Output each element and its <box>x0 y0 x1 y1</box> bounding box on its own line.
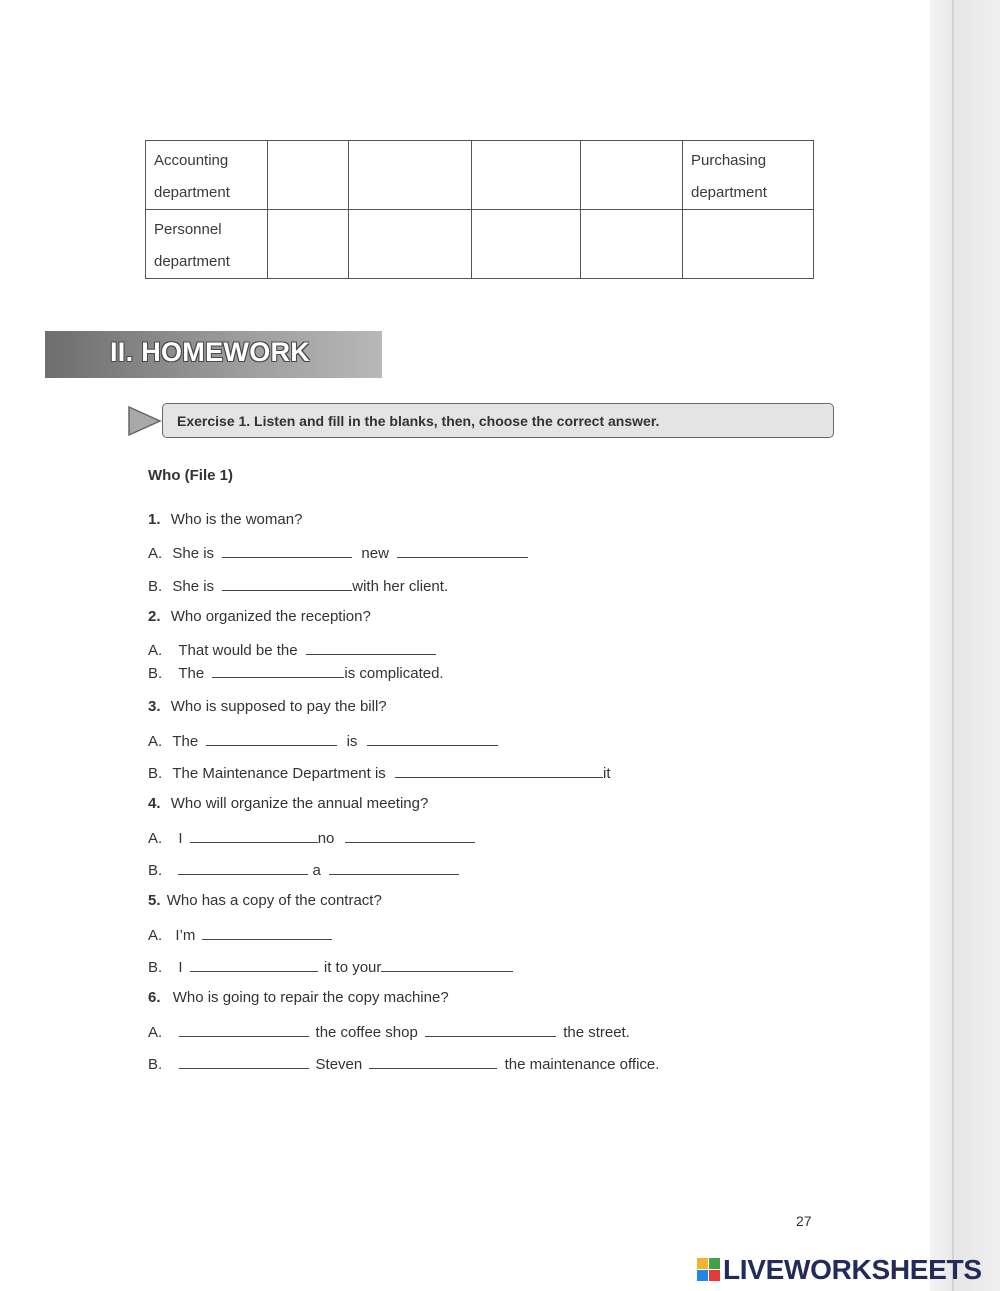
question-number: 2. <box>148 608 161 625</box>
question-3 <box>148 698 387 715</box>
blank[interactable] <box>222 576 352 591</box>
answer-label: B. <box>148 1056 163 1073</box>
answer-text: That would be the <box>178 642 298 659</box>
department-table <box>145 140 814 279</box>
question-5 <box>148 892 382 909</box>
table-cell[interactable] <box>683 210 814 279</box>
blank[interactable] <box>179 1022 309 1037</box>
answer-6a <box>148 1022 630 1041</box>
answer-2b <box>148 663 444 682</box>
question-number: 4. <box>148 795 161 812</box>
blank[interactable] <box>179 1054 309 1069</box>
answer-text: the street. <box>563 1024 630 1041</box>
table-cell[interactable] <box>472 141 581 210</box>
question-number: 5. <box>148 892 161 909</box>
section-banner <box>45 331 382 378</box>
table-cell[interactable] <box>349 141 472 210</box>
exercise-header <box>128 403 836 439</box>
question-text: Who will organize the annual meeting? <box>170 795 429 812</box>
answer-text: The Maintenance Department is <box>172 765 386 782</box>
answer-label: B. <box>148 578 163 595</box>
question-text: Who is going to repair the copy machine? <box>172 989 449 1006</box>
answer-text: I <box>178 959 183 976</box>
answer-label: B. <box>148 959 163 976</box>
answer-6b <box>148 1054 659 1073</box>
blank[interactable] <box>306 640 436 655</box>
answer-text: it to your <box>323 959 382 976</box>
answer-label: A. <box>148 830 163 847</box>
table-cell[interactable] <box>581 141 683 210</box>
answer-text: a <box>312 862 321 879</box>
answer-text: Steven <box>315 1056 363 1073</box>
answer-text: I <box>178 830 183 847</box>
answer-2a <box>148 640 436 659</box>
answer-text: The <box>178 665 205 682</box>
blank[interactable] <box>329 860 459 875</box>
answer-text: is complicated. <box>344 665 444 682</box>
answer-1a <box>148 543 528 562</box>
answer-text: I’m <box>175 927 196 944</box>
answer-text: it <box>602 765 611 782</box>
liveworksheets-logo-text: LIVEWORKSHEETS <box>723 1254 982 1285</box>
blank[interactable] <box>381 957 513 972</box>
question-number: 6. <box>148 989 161 1006</box>
liveworksheets-logo-icon <box>697 1258 721 1282</box>
answer-text: the coffee shop <box>315 1024 418 1041</box>
answer-label: A. <box>148 927 163 944</box>
question-text: Who has a copy of the contract? <box>166 892 382 909</box>
blank[interactable] <box>369 1054 497 1069</box>
answer-text: is <box>346 733 358 750</box>
answer-text: with her client. <box>352 578 449 595</box>
page-edge-line <box>952 0 954 1291</box>
answer-label: B. <box>148 665 163 682</box>
answer-3b <box>148 763 610 782</box>
question-text: Who is supposed to pay the bill? <box>170 698 387 715</box>
answer-label: A. <box>148 545 163 562</box>
question-6 <box>148 989 449 1006</box>
blank[interactable] <box>212 663 344 678</box>
blank[interactable] <box>206 731 337 746</box>
answer-5b <box>148 957 513 976</box>
table-cell[interactable] <box>581 210 683 279</box>
subtitle: Who (File 1) <box>148 467 233 484</box>
table-row <box>146 141 814 210</box>
question-text: Who is the woman? <box>170 511 303 528</box>
answer-text: no <box>317 830 335 847</box>
table-cell[interactable] <box>472 210 581 279</box>
blank[interactable] <box>190 957 318 972</box>
answer-label: B. <box>148 862 163 879</box>
answer-text: She is <box>172 578 215 595</box>
table-cell[interactable] <box>349 210 472 279</box>
answer-text: She is <box>172 545 215 562</box>
blank[interactable] <box>202 925 332 940</box>
answer-text: new <box>361 545 389 562</box>
blank[interactable] <box>178 860 308 875</box>
table-row <box>146 210 814 279</box>
exercise-title: Exercise 1. Listen and fill in the blanks, then, choose the correct answer. <box>177 413 660 429</box>
exercise-box <box>162 403 834 438</box>
answer-label: A. <box>148 642 163 659</box>
table-cell: Accounting department <box>146 141 268 210</box>
question-text: Who organized the reception? <box>170 608 371 625</box>
table-cell: Purchasing department <box>683 141 814 210</box>
question-number: 3. <box>148 698 161 715</box>
answer-4a <box>148 828 475 847</box>
answer-label: A. <box>148 733 163 750</box>
blank[interactable] <box>395 763 603 778</box>
answer-3a <box>148 731 498 750</box>
question-1 <box>148 511 302 528</box>
blank[interactable] <box>190 828 318 843</box>
page-edge-shadow <box>930 0 1000 1291</box>
question-4 <box>148 795 428 812</box>
answer-5a <box>148 925 332 944</box>
answer-label: A. <box>148 1024 163 1041</box>
answer-1b <box>148 576 448 595</box>
blank[interactable] <box>425 1022 556 1037</box>
play-arrow-icon <box>128 405 162 437</box>
answer-4b <box>148 860 459 879</box>
blank[interactable] <box>397 543 528 558</box>
page-number: 27 <box>796 1213 812 1229</box>
question-2 <box>148 608 371 625</box>
section-title: II. HOMEWORK <box>110 337 311 367</box>
blank[interactable] <box>345 828 475 843</box>
blank[interactable] <box>222 543 352 558</box>
answer-text: the maintenance office. <box>504 1056 660 1073</box>
blank[interactable] <box>367 731 498 746</box>
answer-label: B. <box>148 765 163 782</box>
table-cell: Personnel department <box>146 210 268 279</box>
question-number: 1. <box>148 511 161 528</box>
table-cell[interactable] <box>268 210 349 279</box>
table-cell[interactable] <box>268 141 349 210</box>
answer-text: The <box>172 733 199 750</box>
